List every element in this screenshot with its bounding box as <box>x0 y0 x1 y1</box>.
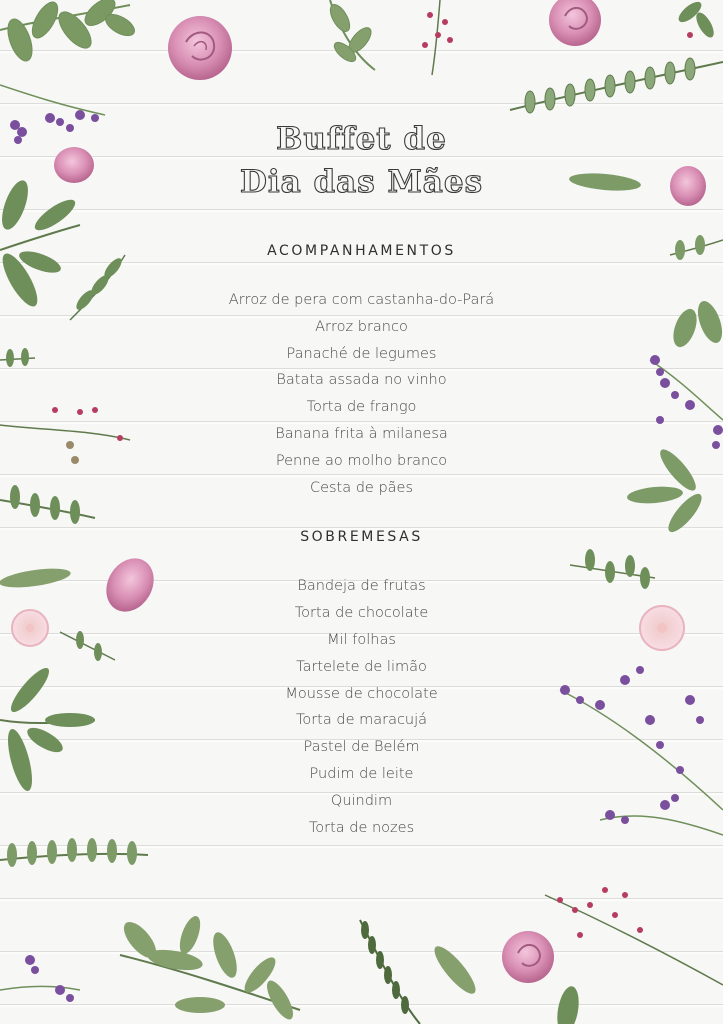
sprig-left-mid <box>0 348 130 464</box>
list-item: Banana frita à milanesa <box>275 425 448 442</box>
berries-top <box>422 0 453 75</box>
leaves-bottom-left <box>118 913 300 1023</box>
leaf-right <box>568 171 641 193</box>
list-item: Pastel de Belém <box>303 739 420 756</box>
sprig-left-daisy <box>60 631 115 661</box>
sprig-right-upper <box>669 235 723 350</box>
list-item: Arroz branco <box>315 318 408 335</box>
lavender-right <box>650 355 723 449</box>
list-item: Mil folhas <box>327 631 396 648</box>
list-item: Panaché de legumes <box>286 345 437 362</box>
list-item: Torta de frango <box>306 399 417 416</box>
rosebud-left <box>54 147 94 183</box>
daisy-right <box>640 606 684 650</box>
lavender-right-lower <box>560 666 723 835</box>
eucalyptus-top-left <box>0 0 138 64</box>
title-line-1: Buffet de <box>276 121 447 157</box>
leaves-right-mid <box>626 445 706 537</box>
rosebud-left-dessert <box>97 550 163 620</box>
list-item: Bandeja de frutas <box>297 578 426 595</box>
list-item: Quindim <box>330 792 393 809</box>
sprig-top-right <box>675 0 717 40</box>
list-item: Torta de maracujá <box>295 712 428 729</box>
sprig-bottom-center <box>360 920 420 1024</box>
eucalyptus-top-right <box>510 58 723 113</box>
menu-content <box>160 118 563 841</box>
branch-top-center <box>326 0 375 70</box>
list-acompanhamentos <box>160 287 563 501</box>
list-item: Pudim de leite <box>309 765 414 782</box>
list-item: Batata assada no vinho <box>276 372 447 389</box>
list-item: Torta de nozes <box>308 819 415 836</box>
list-sobremesas <box>160 573 563 841</box>
rose-bottom <box>502 931 554 983</box>
list-item: Mousse de chocolate <box>285 685 438 702</box>
section-heading-sobremesas: SOBREMESAS <box>300 529 423 546</box>
rose-top-left <box>168 16 232 80</box>
page-title <box>160 118 563 204</box>
leaves-left-upper <box>0 177 125 320</box>
list-item: Tartelete de limão <box>296 658 427 675</box>
sprig-right-mid <box>570 549 655 589</box>
rosebud-right <box>670 166 706 206</box>
eucalyptus-left-bottom <box>0 838 148 867</box>
daisy-left <box>12 610 48 646</box>
list-item: Arroz de pera com castanha-do-Pará <box>228 292 495 308</box>
leaves-left-lower <box>0 663 95 793</box>
lavender-top-left <box>0 85 105 144</box>
lavender-bottom-left <box>0 955 80 1002</box>
leaf-bottom-right <box>554 985 582 1024</box>
list-item: Penne ao molho branco <box>275 452 448 469</box>
leaf-left-dessert <box>0 565 72 591</box>
eucalyptus-left-lower <box>0 485 95 524</box>
berries-bottom-right <box>545 887 723 985</box>
section-heading-acompanhamentos: ACOMPANHAMENTOS <box>267 243 456 259</box>
leaf-bottom-center <box>429 941 481 999</box>
list-item: Cesta de pães <box>309 479 414 496</box>
title-line-2: Dia das Mães <box>239 164 484 200</box>
list-item: Torta de chocolate <box>294 605 429 622</box>
rose-top-right <box>549 0 601 46</box>
